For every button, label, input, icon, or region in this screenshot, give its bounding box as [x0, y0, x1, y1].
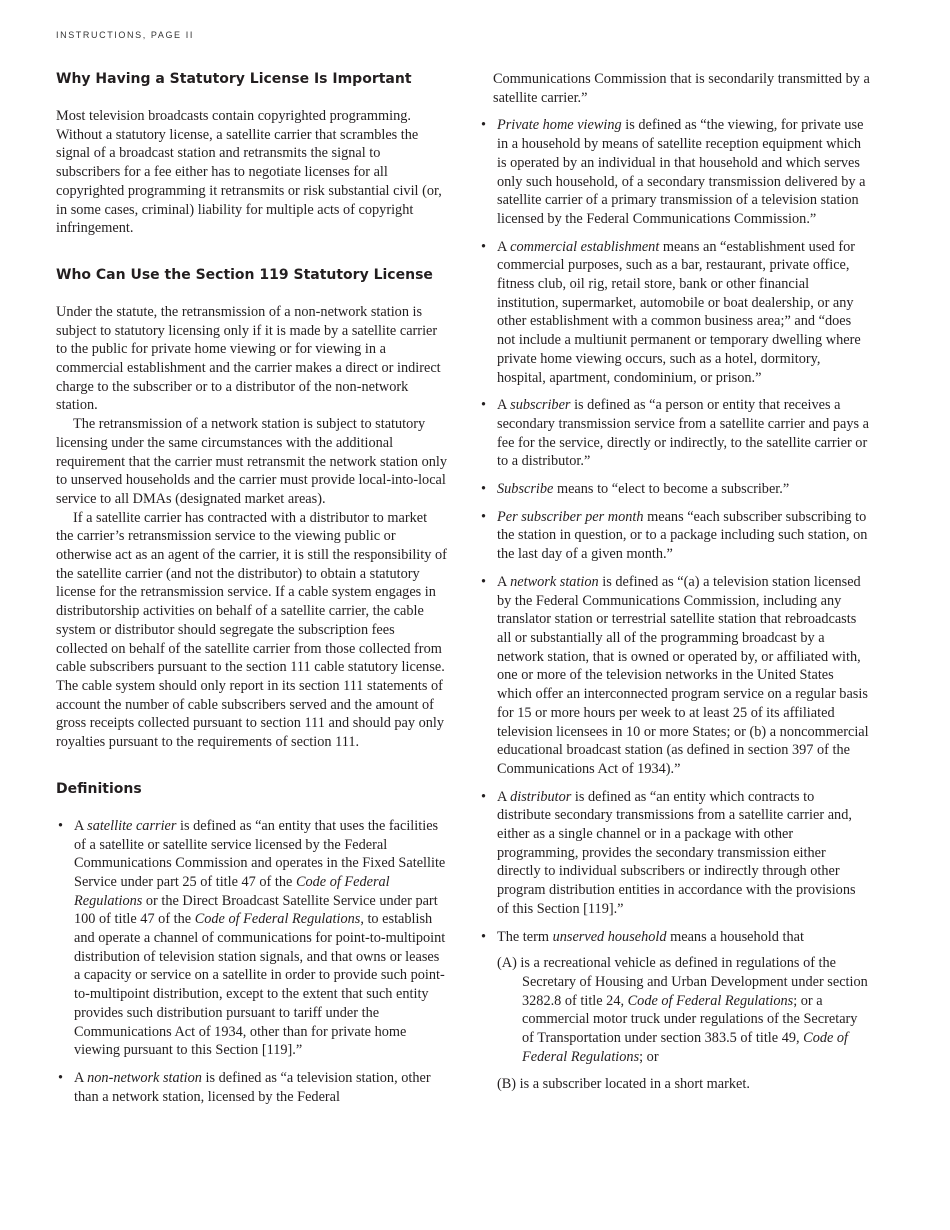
definitions-list	[56, 817, 448, 1107]
defined-term: commercial establishment	[510, 238, 660, 255]
definition-subscriber: • A subscriber is defined as “a person or entity that receives a secondary transmission service from a satellite carrier and pays a fee for the service, directly or indirectly, to the satellite carrier or to a distributor.”	[479, 396, 871, 471]
right-column	[479, 70, 871, 1103]
defined-term: network station	[510, 573, 599, 590]
definition-private-home-viewing: • Private home viewing is defined as “the viewing, for private use in a household by means of satellite reception equipment which is operated by an individual in that household and which serves only such household, of a secondary transmission delivered by a satellite carrier of a primary transmission of a television station licensed by the Federal Communications Commission.”	[479, 116, 871, 228]
defined-term: subscriber	[510, 397, 571, 414]
section-heading-definitions: Definitions	[56, 780, 142, 797]
unserved-household-sublist	[497, 954, 871, 1094]
defined-term: satellite carrier	[87, 817, 177, 834]
paragraph: If a satellite carrier has contracted with a distributor to market the carrier’s retransmission service to the viewing public or otherwise act as an agent of the carrier, it is still the responsibility of the satellite carrier (and not the distributor) to obtain a statutory license for the retransmission service. If a cable system engages in distributorship activities on behalf of a satellite carrier, the cable system or distributor should segregate the subscription fees collected on behalf of the satellite carrier from those collected from cable subscribers pursuant to the section 111 cable statutory license. The cable system should only report in its section 111 statements of account the number of cable subscribers served and the amount of gross receipts collected pursuant to section 111 and should pay only royalties pursuant to the requirements of section 111.	[56, 509, 447, 751]
cfr-citation: Code of Federal Regulations	[194, 911, 361, 928]
cfr-citation: Code of Federal Regulations	[627, 992, 794, 1009]
definition-distributor: • A distributor is defined as “an entity which contracts to distribute secondary transmissions from a satellite carrier and, either as a single channel or in a package with other programming, provides the secondary transmission either directly to individual subscribers or indirectly through other program distribution entities in accordance with the provisions of this Section [119].”	[479, 788, 871, 919]
cfr-citation: Code of Federal Regulations	[74, 873, 390, 909]
defined-term: non-network station	[87, 1069, 202, 1086]
definition-network-station: • A network station is defined as “(a) a television station licensed by the Federal Communications Commission, including any translator station or terrestrial satellite station that rebroadcasts all or substantially all of the programming broadcast by a network station, that is owned or operated by, or affiliated with, one or more of the television networks in the United States which offer an interconnected program service on a regular basis for 15 or more hours per week to at least 25 of its affiliated television licensees in 10 or more States; or (b) a noncommercial educational broadcast station (as defined in section 397 of the Communications Act of 1934).”	[479, 573, 871, 779]
definition-satellite-carrier: • A satellite carrier is defined as “an entity that uses the facilities of a satellite or satellite service licensed by the Federal Communications Commission and operates in the Fixed Satellite Service under part 25 of title 47 of the Code of Federal Regulations or the Direct Broadcast Satellite Service under part 100 of title 47 of the Code of Federal Regulations, to establish and operate a channel of communications for point-to-multipoint distribution of television station signals, and that owns or leases a capacity or service on a satellite in order to provide such point-to-multipoint distribution, except to the extent that such entity provides such distribution pursuant to tariff under the Communications Act of 1934, other than for private home viewing pursuant to this Section [119].”	[56, 817, 448, 1060]
definition-unserved-household: • The term unserved household means a household that (A) is a recreational vehicle as defined in regulations of the Secretary of Housing and Urban Development under section 3282.8 of title 24, Code of Federal Regulations; or a commercial motor truck under regulations of the Secretary of Transportation under section 383.5 of title 49, Code of Federal Regulations; or (B) is a subscriber located in a short market.	[479, 928, 871, 1095]
sublist-item-b: (B) is a subscriber located in a short market.	[497, 1076, 750, 1093]
section-definitions	[56, 780, 448, 1107]
definition-subscribe: • Subscribe means to “elect to become a subscriber.”	[479, 480, 871, 499]
running-head: INSTRUCTIONS, PAGE II	[56, 30, 194, 40]
paragraph: Most television broadcasts contain copyrighted programming. Without a statutory license, a satellite carrier that scrambles the signal of a broadcast station and retransmits the signal to subscribers for a fee either has to negotiate licenses for all copyrighted programming it retransmits or risk substantial civil (or, in some cases, criminal) liability for multiple acts of copyright infringement.	[56, 108, 442, 237]
section-who-can-use	[56, 266, 448, 752]
sublist-item-a: (A) is a recreational vehicle as defined in regulations of the Secretary of Housing and Urban Development under section 3282.8 of title 24, Code of Federal Regulations; or a commercial motor truck under regulations of the Secretary of Transportation under section 383.5 of title 49, Code of Federal Regulations; or	[497, 955, 868, 1065]
definition-per-subscriber-per-month: • Per subscriber per month means “each subscriber subscribing to the station in question, or to a package including such station, on the last day of a given month.”	[479, 508, 871, 564]
section-heading-who-can-use: Who Can Use the Section 119 Statutory License	[56, 266, 433, 283]
defined-term: Subscribe	[497, 481, 554, 498]
paragraph: Under the statute, the retransmission of a non-network station is subject to statutory licensing only if it is made by a satellite carrier to the public for private home viewing or for viewing in a commercial establishment and the carrier makes a direct or indirect charge to the subscriber or to a distributor of the non-network station.	[56, 303, 441, 414]
paragraph: The retransmission of a network station is subject to statutory licensing under the same circumstances with the additional requirement that the carrier must retransmit the network station only to unserved households and the carrier must provide local-into-local service to all DMAs (designated market areas).	[56, 416, 448, 507]
definition-non-network-station: • A non-network station is defined as “a television station, other than a network station, licensed by the Federal	[56, 1069, 448, 1106]
section-statutory-license-importance	[56, 70, 448, 238]
definition-commercial-establishment: • A commercial establishment means an “establishment used for commercial purposes, such as a bar, restaurant, private office, fitness club, oil rig, retail store, bank or other financial institution, supermarket, automobile or boat dealership, or any other establishment with a common business area;” and “does not include a multiunit permanent or temporary dwelling where private home viewing occurs, such as a hotel, dormitory, hospital, apartment, condominium, or prison.”	[479, 238, 871, 388]
defined-term: distributor	[510, 788, 572, 805]
cfr-citation: Code of Federal Regulations	[522, 1030, 849, 1065]
defined-term: unserved household	[552, 928, 667, 945]
defined-term: Per subscriber per month	[497, 508, 644, 525]
definitions-list-continued	[479, 70, 871, 1094]
defined-term: Private home viewing	[497, 117, 622, 134]
definition-non-network-station-continued: Communications Commission that is secondarily transmitted by a satellite carrier.”	[493, 71, 870, 106]
section-heading-importance: Why Having a Statutory License Is Important	[56, 71, 412, 87]
left-column	[56, 70, 448, 1115]
